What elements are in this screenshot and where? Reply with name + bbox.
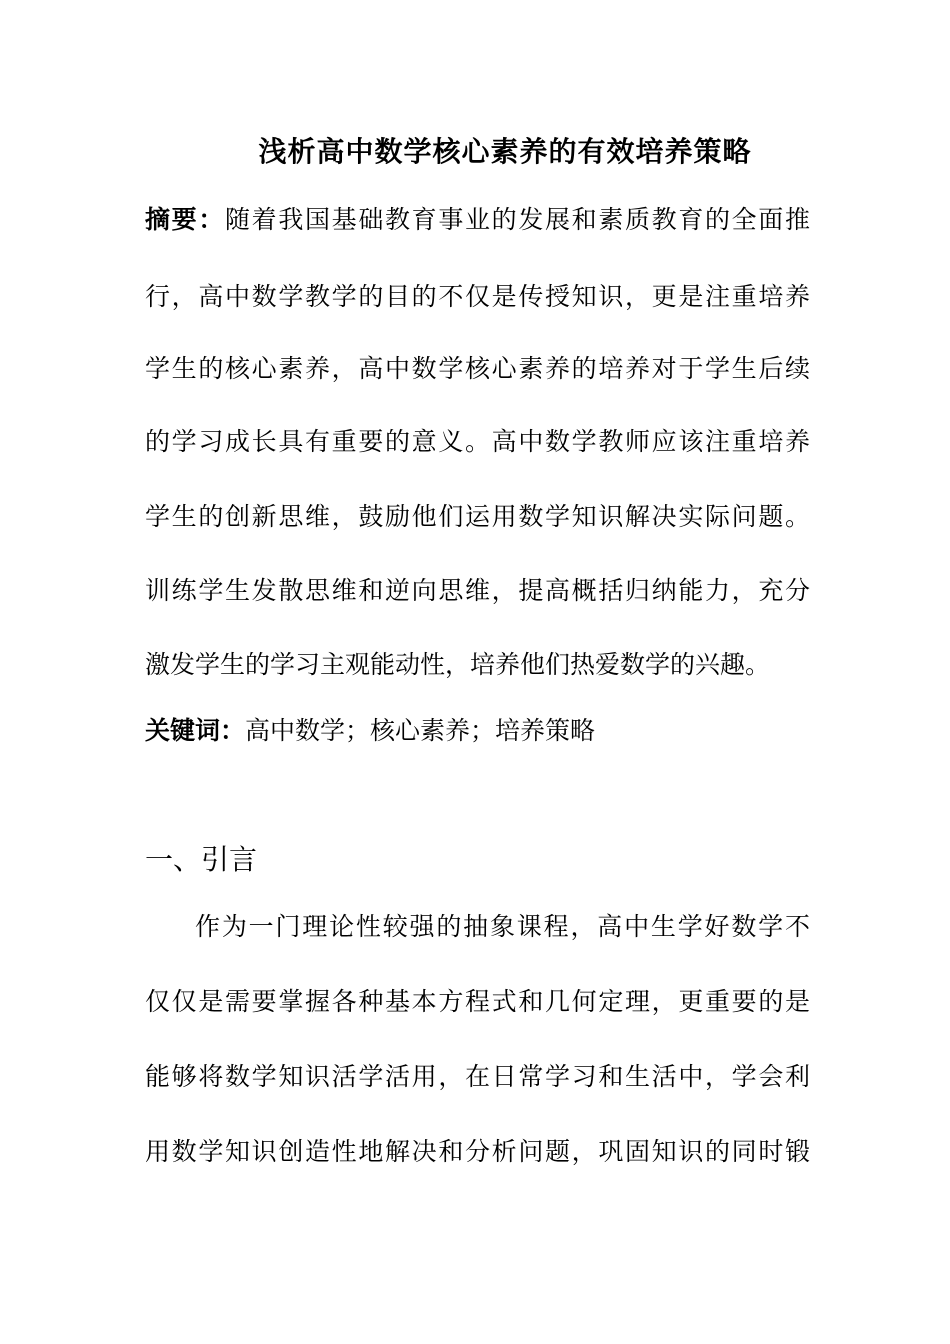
- abstract-line-5: 学生的创新思维，鼓励他们运用数学知识解决实际问题。: [145, 502, 810, 531]
- abstract-line-4: 的学习成长具有重要的意义。高中数学教师应该注重培养: [145, 427, 810, 456]
- keywords-text: 高中数学；核心素养；培养策略: [245, 716, 596, 745]
- section-line-3: 能够将数学知识活学活用，在日常学习和生活中，学会利: [145, 1062, 810, 1091]
- abstract-line-3: 学生的核心素养，高中数学核心素养的培养对于学生后续: [145, 354, 810, 383]
- keywords-line: [145, 714, 810, 748]
- abstract-line-1: [145, 203, 810, 237]
- section-line-4: 用数学知识创造性地解决和分析问题，巩固知识的同时锻: [145, 1137, 810, 1166]
- section-line-1: 作为一门理论性较强的抽象课程，高中生学好数学不: [195, 912, 810, 941]
- section-heading: 一、引言: [145, 843, 258, 876]
- abstract-line-6: 训练学生发散思维和逆向思维，提高概括归纳能力，充分: [145, 576, 810, 605]
- abstract-text: 随着我国基础教育事业的发展和素质教育的全面推: [225, 205, 810, 234]
- section-line-2: 仅仅是需要掌握各种基本方程式和几何定理，更重要的是: [145, 987, 810, 1016]
- keywords-label: 关键词：: [145, 716, 246, 745]
- document-title: 浅析高中数学核心素养的有效培养策略: [258, 135, 752, 168]
- abstract-line-2: 行，高中数学教学的目的不仅是传授知识，更是注重培养: [145, 282, 810, 311]
- abstract-label: 摘要：: [145, 205, 225, 234]
- abstract-line-7: 激发学生的学习主观能动性，培养他们热爱数学的兴趣。: [145, 650, 771, 679]
